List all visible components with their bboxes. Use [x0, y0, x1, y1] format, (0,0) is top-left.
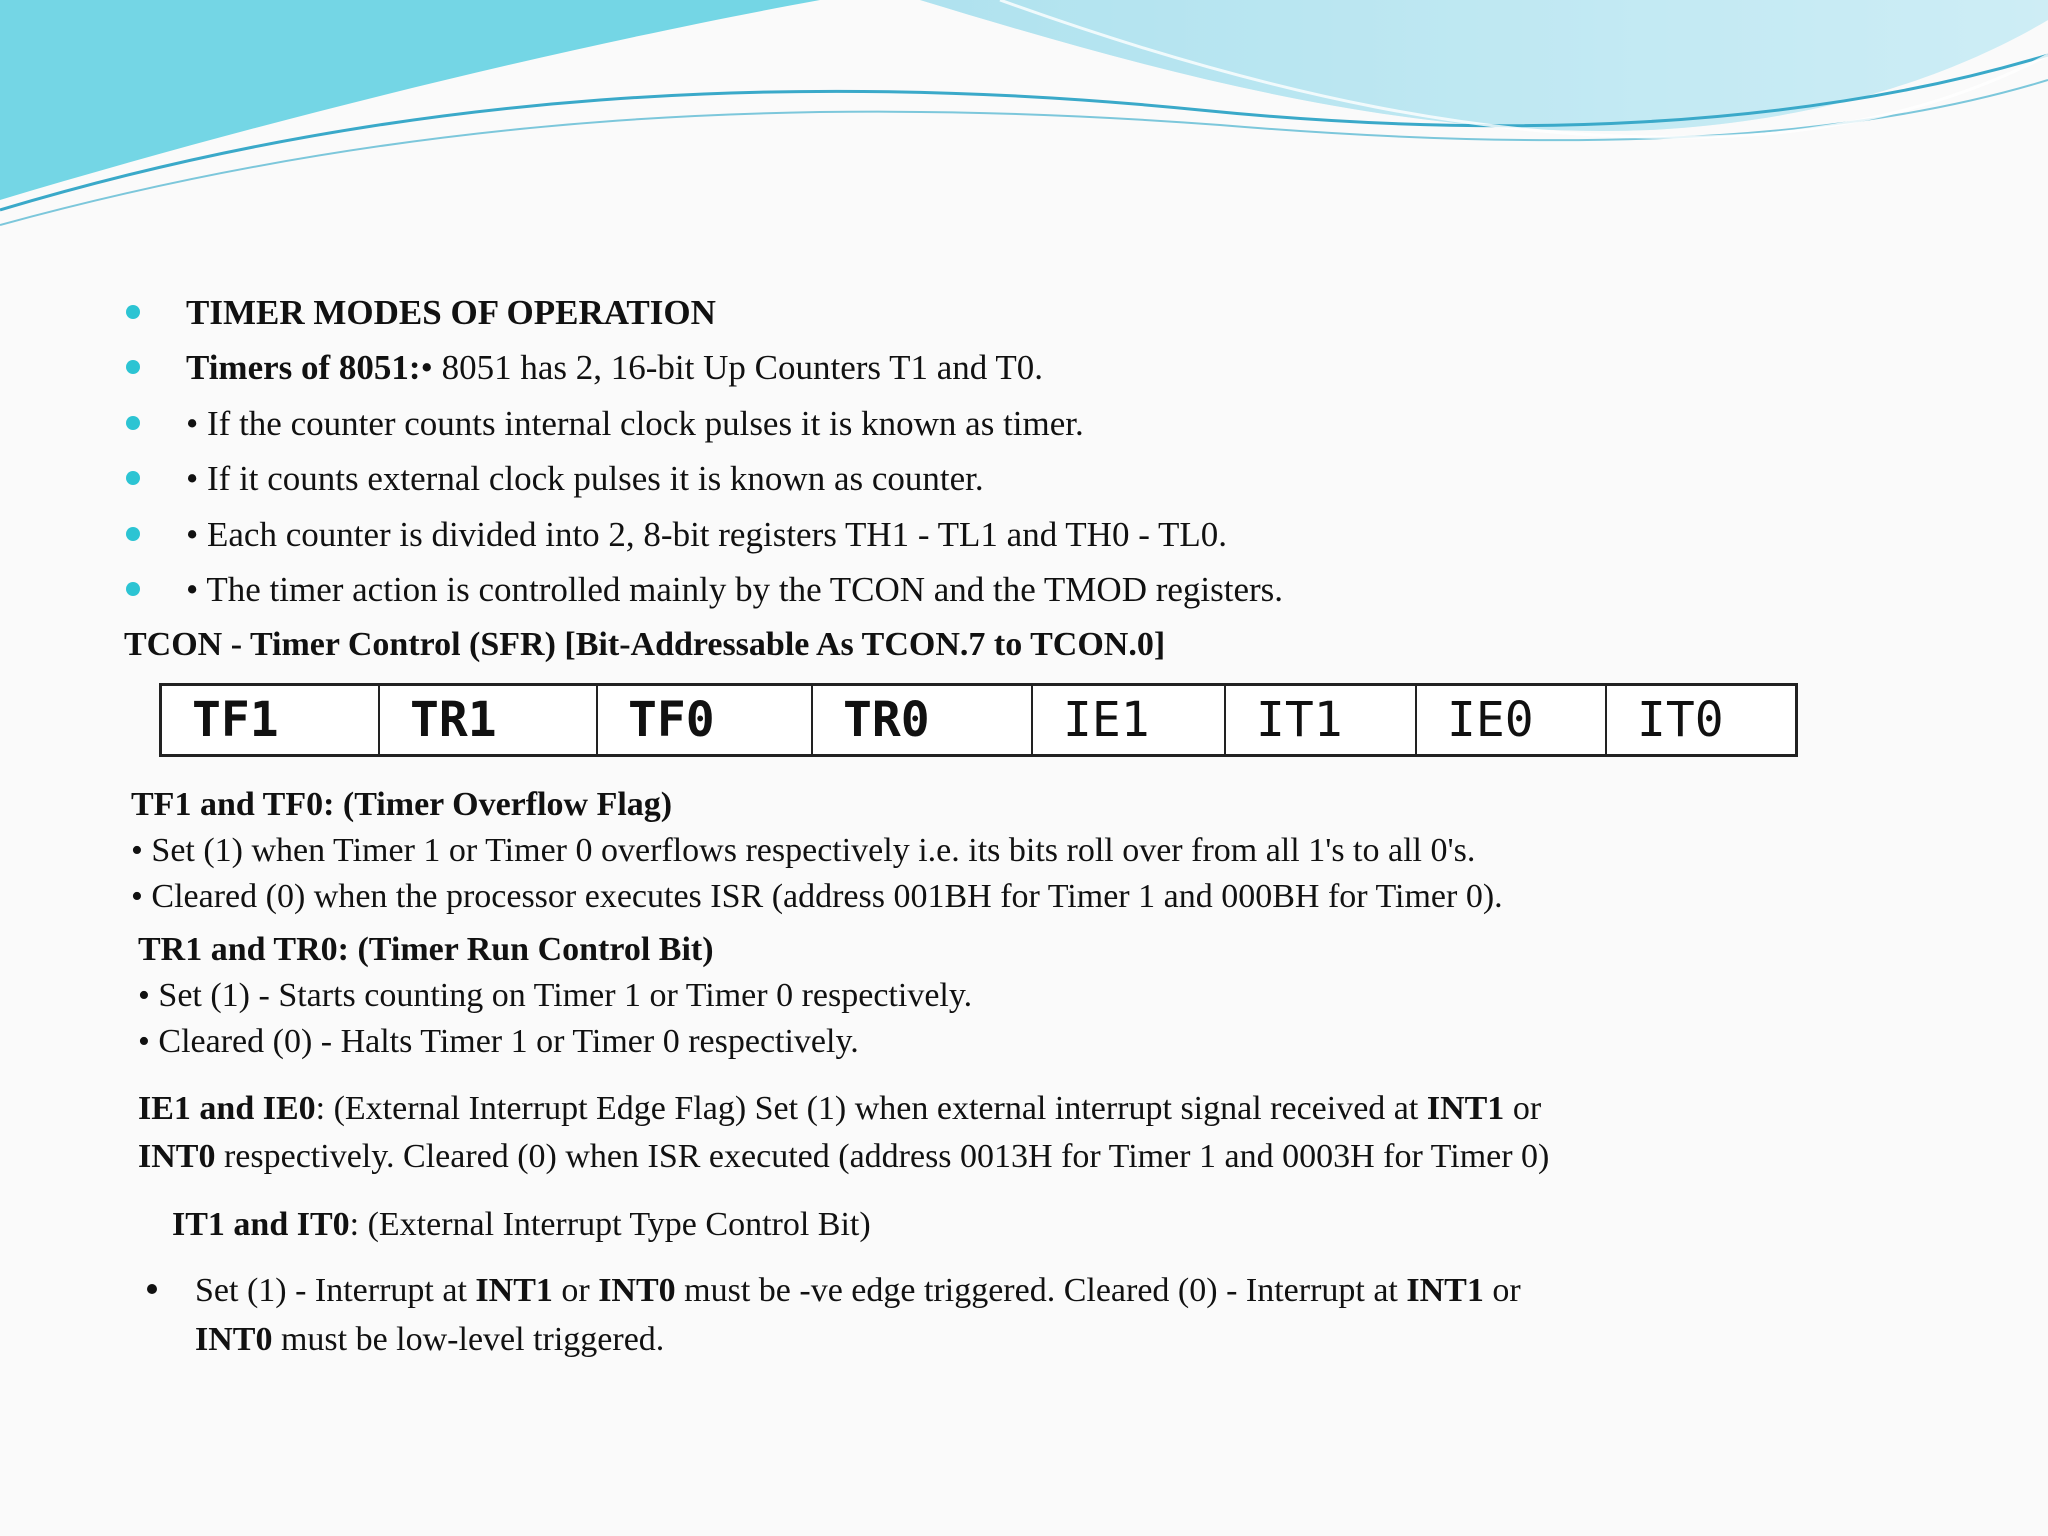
table-row — [161, 685, 1797, 756]
bullet-dot-icon — [126, 527, 140, 541]
register-bit-ie1: IE1 — [1032, 685, 1225, 756]
register-bit-it1: IT1 — [1225, 685, 1416, 756]
tf-line-1: • Set (1) when Timer 1 or Timer 0 overflows respectively i.e. its bits roll over from all 1's to all 0's. — [131, 832, 1476, 869]
ie-line-2: INT0 respectively. Cleared (0) when ISR executed (address 0013H for Timer 1 and 0003H for Timer 0) — [138, 1138, 1550, 1175]
register-bit-it0: IT0 — [1606, 685, 1797, 756]
header-wave-decoration — [0, 0, 2048, 240]
register-bit-tr0: TR0 — [812, 685, 1032, 756]
bullet-dot-icon — [147, 1284, 157, 1294]
it-heading: IT1 and IT0: (External Interrupt Type Control Bit) — [172, 1206, 871, 1243]
ie-line-1: IE1 and IE0: (External Interrupt Edge Flag) Set (1) when external interrupt signal received at INT1 or — [138, 1090, 1542, 1127]
bullet-dot-icon — [126, 582, 140, 596]
tr-line-2: • Cleared (0) - Halts Timer 1 or Timer 0 respectively. — [138, 1023, 859, 1060]
bullet-dot-icon — [126, 305, 140, 319]
bullet-item: • The timer action is controlled mainly by the TCON and the TMOD registers. — [124, 565, 1283, 620]
bullet-dot-icon — [126, 471, 140, 485]
register-bit-tf1: TF1 — [161, 685, 380, 756]
bullet-item: TIMER MODES OF OPERATION — [124, 288, 1283, 343]
bullet-item: Timers of 8051:• 8051 has 2, 16-bit Up Counters T1 and T0. — [124, 343, 1283, 398]
tr-line-1: • Set (1) - Starts counting on Timer 1 or Timer 0 respectively. — [138, 977, 973, 1014]
bullet-dot-icon — [126, 360, 140, 374]
bullet-list — [124, 288, 1283, 620]
tf-heading: TF1 and TF0: (Timer Overflow Flag) — [131, 786, 673, 823]
bullet-item: • If it counts external clock pulses it is known as counter. — [124, 454, 1283, 509]
register-bit-ie0: IE0 — [1416, 685, 1606, 756]
register-bit-tf0: TF0 — [597, 685, 812, 756]
it-line-2: INT0 must be low-level triggered. — [195, 1321, 665, 1358]
tcon-heading: TCON - Timer Control (SFR) [Bit-Addressable As TCON.7 to TCON.0] — [124, 626, 1166, 663]
tf-line-2: • Cleared (0) when the processor executes ISR (address 001BH for Timer 1 and 000BH for Timer 0). — [131, 878, 1503, 915]
bullet-dot-icon — [126, 416, 140, 430]
bullet-item: • Each counter is divided into 2, 8-bit registers TH1 - TL1 and TH0 - TL0. — [124, 510, 1283, 565]
register-bit-tr1: TR1 — [379, 685, 597, 756]
bullet-item: • If the counter counts internal clock pulses it is known as timer. — [124, 399, 1283, 454]
it-line-1: Set (1) - Interrupt at INT1 or INT0 must be -ve edge triggered. Cleared (0) - Interrupt at INT1 or — [195, 1272, 1521, 1309]
tr-heading: TR1 and TR0: (Timer Run Control Bit) — [138, 931, 714, 968]
tcon-register-table — [159, 683, 1798, 757]
